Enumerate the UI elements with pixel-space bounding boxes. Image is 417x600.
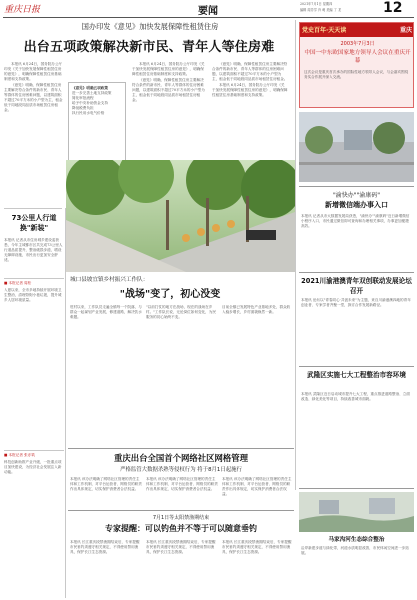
forum-title: 2021川渝港澳青年双创联动发展论坛召开 [301, 277, 412, 295]
masthead-logo: 重庆日报 [4, 5, 41, 15]
left-body-2: 科技创新助推产业升级，一批重点项目加快建设，为经济社会发展注入新动能。 [4, 460, 62, 474]
lead-paragraph: 本报讯 6月24日，国务院办公厅印发《关于加快发展保障性租赁住房的意见》，明确保障性租赁住房基础制度和支持政策。 [4, 62, 63, 81]
left-body-1: 入夏以来，全市多地持续开展环境卫生整治，清理背街小巷垃圾，提升城乡人居环境质量。 [4, 288, 62, 302]
editor-line: 编辑 周芳学 肖 萌 美编 丁 龙 [300, 8, 342, 12]
lead-body-col1 [4, 62, 64, 204]
history-column-title: 党史百年·天天读 [302, 27, 347, 34]
app-title: 新增微信端办事入口 [325, 201, 388, 209]
callout-item: 进一步完善土地支持政策 [72, 91, 112, 95]
fishing-body-col1: 本报讯 长江重庆段禁渔期结束后，专家提醒市民垂钓须遵守相关规定，不得使用禁用渔具，保护长江生态资源。 [70, 540, 140, 554]
lead-kicker: 国办印发《意见》加快发展保障性租赁住房 [81, 22, 219, 31]
network-subtitle: 严格监管大数据杀熟等侵权行为 将于8月1日起施行 [120, 467, 242, 473]
feature-kicker: 城口县坡宜镇乡村振兴工作队： [70, 277, 149, 283]
network-body-col3: 本报讯 该办法明确了网络社区管理的责任主体和工作机制，对平台运营者、网格员的职责作出具体规定，切实保护消费者合法权益。 [222, 477, 292, 496]
feature-title: "战场"变了，初心没变 [119, 289, 221, 300]
callout-item: 给予中央补助资金支持 [72, 101, 108, 105]
street-photo [66, 160, 295, 272]
network-title: 重庆出台全国首个网络社区网格管理 [114, 453, 248, 463]
bridge-title: 武隆区实施七大工程整治市容环境 [307, 371, 406, 379]
lead-paragraph: 《意见》明确，保障性租赁住房主要解决符合条件的新市民、青年人等群体的住房困难问题，以建筑面积不超过70平方米的小户型为主，租金低于同地段同品质市场租赁住房租金。 [212, 62, 288, 81]
left-byline-2: ■ 本报记者 张亦筑 [4, 453, 35, 457]
section-title: 要闻 [198, 6, 218, 16]
callout-item: 执行民用水电气价格 [72, 111, 105, 115]
callout-item: 降低税费负担 [72, 106, 94, 110]
date-line: 2021年7月1日 星期四 [300, 2, 333, 6]
network-body-col1: 本报讯 该办法明确了网络社区管理的责任主体和工作机制，对平台运营者、网格员的职责作出具体规定，切实保护消费者合法权益。 [70, 477, 142, 491]
plaza-photo [299, 112, 414, 182]
lead-paragraph: 本报讯 6月24日，国务院办公厅印发《关于加快发展保障性租赁住房的意见》，明确保障性租赁住房基础制度和支持政策。 [132, 62, 205, 76]
corner-body: 沿岸新建步道与绿化带，河道水质明显改善，市民休闲空间进一步拓展。 [301, 546, 409, 555]
page-number: 12 [383, 0, 403, 16]
lead-paragraph: 《意见》明确，保障性租赁住房主要解决符合条件的新市民、青年人等群体的住房困难问题，以建筑面积不超过70平方米的小户型为主，租金低于同地段同品质市场租赁住房租金。 [4, 83, 63, 112]
history-body: 这次会议是重庆首次承办的国际性地方领导人会议，与会嘉宾围绕务实合作展开深入交流。 [304, 70, 409, 79]
lead-paragraph: 本报讯 6月24日，国务院办公厅印发《关于加快发展保障性租赁住房的意见》，明确保障性租赁住房基础制度和支持政策。 [212, 83, 288, 97]
feature-col2: "以前打仗的地方在战场，现在的战场在乡村。"工作队长说，无论岗位如何变化，为民服务的初心始终不变。 [146, 305, 216, 319]
fishing-body-col2: 本报讯 长江重庆段禁渔期结束后，专家提醒市民垂钓须遵守相关规定，不得使用禁用渔具，保护长江生态资源。 [146, 540, 216, 554]
road-body: 本报讯 记者从市住房城乡建设委获悉，今年主城都市区共完成73公里人行道品质提升，整治破损步道，增设无障碍设施，市民出行更加安全舒适。 [4, 238, 63, 262]
history-year: 2003年7月3日 [340, 41, 375, 47]
fishing-title: 专家提醒：可以钓鱼并不等于可以随意垂钓 [105, 524, 257, 533]
corner-title: 马家沟河生态综合整治 [328, 537, 385, 543]
app-body: 本报讯 记者从市大数据发展局获悉，"渝快办""渝康码"近日新增微信小程序入口，市民通过微信即可查询和办理相关事项，办事更加便捷高效。 [301, 214, 410, 228]
corner-photo [299, 492, 414, 532]
history-box [299, 22, 414, 108]
feature-col1: 驻村以来，工作队员走遍全镇每一个院落，与群众一起谋划产业发展，修建道路，解决饮水难题。 [70, 305, 142, 319]
history-title: 中国一中东欧国家地方领导人会议在重庆开幕 [304, 50, 411, 64]
road-title: 73公里人行道换"新装" [11, 214, 57, 232]
history-tag: 重庆 [399, 27, 412, 34]
callout-title: 《意见》明确五项政策 [72, 86, 108, 90]
fishing-body-col3: 本报讯 长江重庆段禁渔期结束后，专家提醒市民垂钓须遵守相关规定，不得使用禁用渔具，保护长江生态资源。 [222, 540, 292, 554]
lead-title: 出台五项政策解决新市民、青年人等住房难 [23, 40, 275, 54]
bridge-body: 本报讯 武隆区近日启动城市提升七大工程，重点推进道路整治、立面改造、绿化美化等项目，持续改善城市面貌。 [301, 392, 410, 401]
fishing-kicker: 7月1日等太阳禁渔期结束 [152, 515, 210, 521]
lead-paragraph: 《意见》明确，保障性租赁住房主要解决符合条件的新市民、青年人等群体的住房困难问题，以建筑面积不超过70平方米的小户型为主，租金低于同地段同品质市场租赁住房租金。 [132, 78, 205, 102]
network-body-col2: 本报讯 该办法明确了网络社区管理的责任主体和工作机制，对平台运营者、网格员的职责作出具体规定，切实保护消费者合法权益。 [146, 477, 218, 491]
app-kicker: "渝快办""渝康码" [332, 192, 381, 199]
left-byline-1: ■ 本报记者 周松 [4, 281, 32, 285]
feature-col3: 目前全镇已发展特色产业基地多处，群众收入稳步增长，乡村面貌焕然一新。 [222, 305, 291, 314]
forum-body: 本报讯 论坛以"青春同心·共创未来"为主题，来自川渝港澳四地的青年创业者、专家学者齐聚一堂，探讨合作发展新路径。 [301, 298, 411, 307]
callout-item: 简化审批流程 [72, 96, 94, 100]
